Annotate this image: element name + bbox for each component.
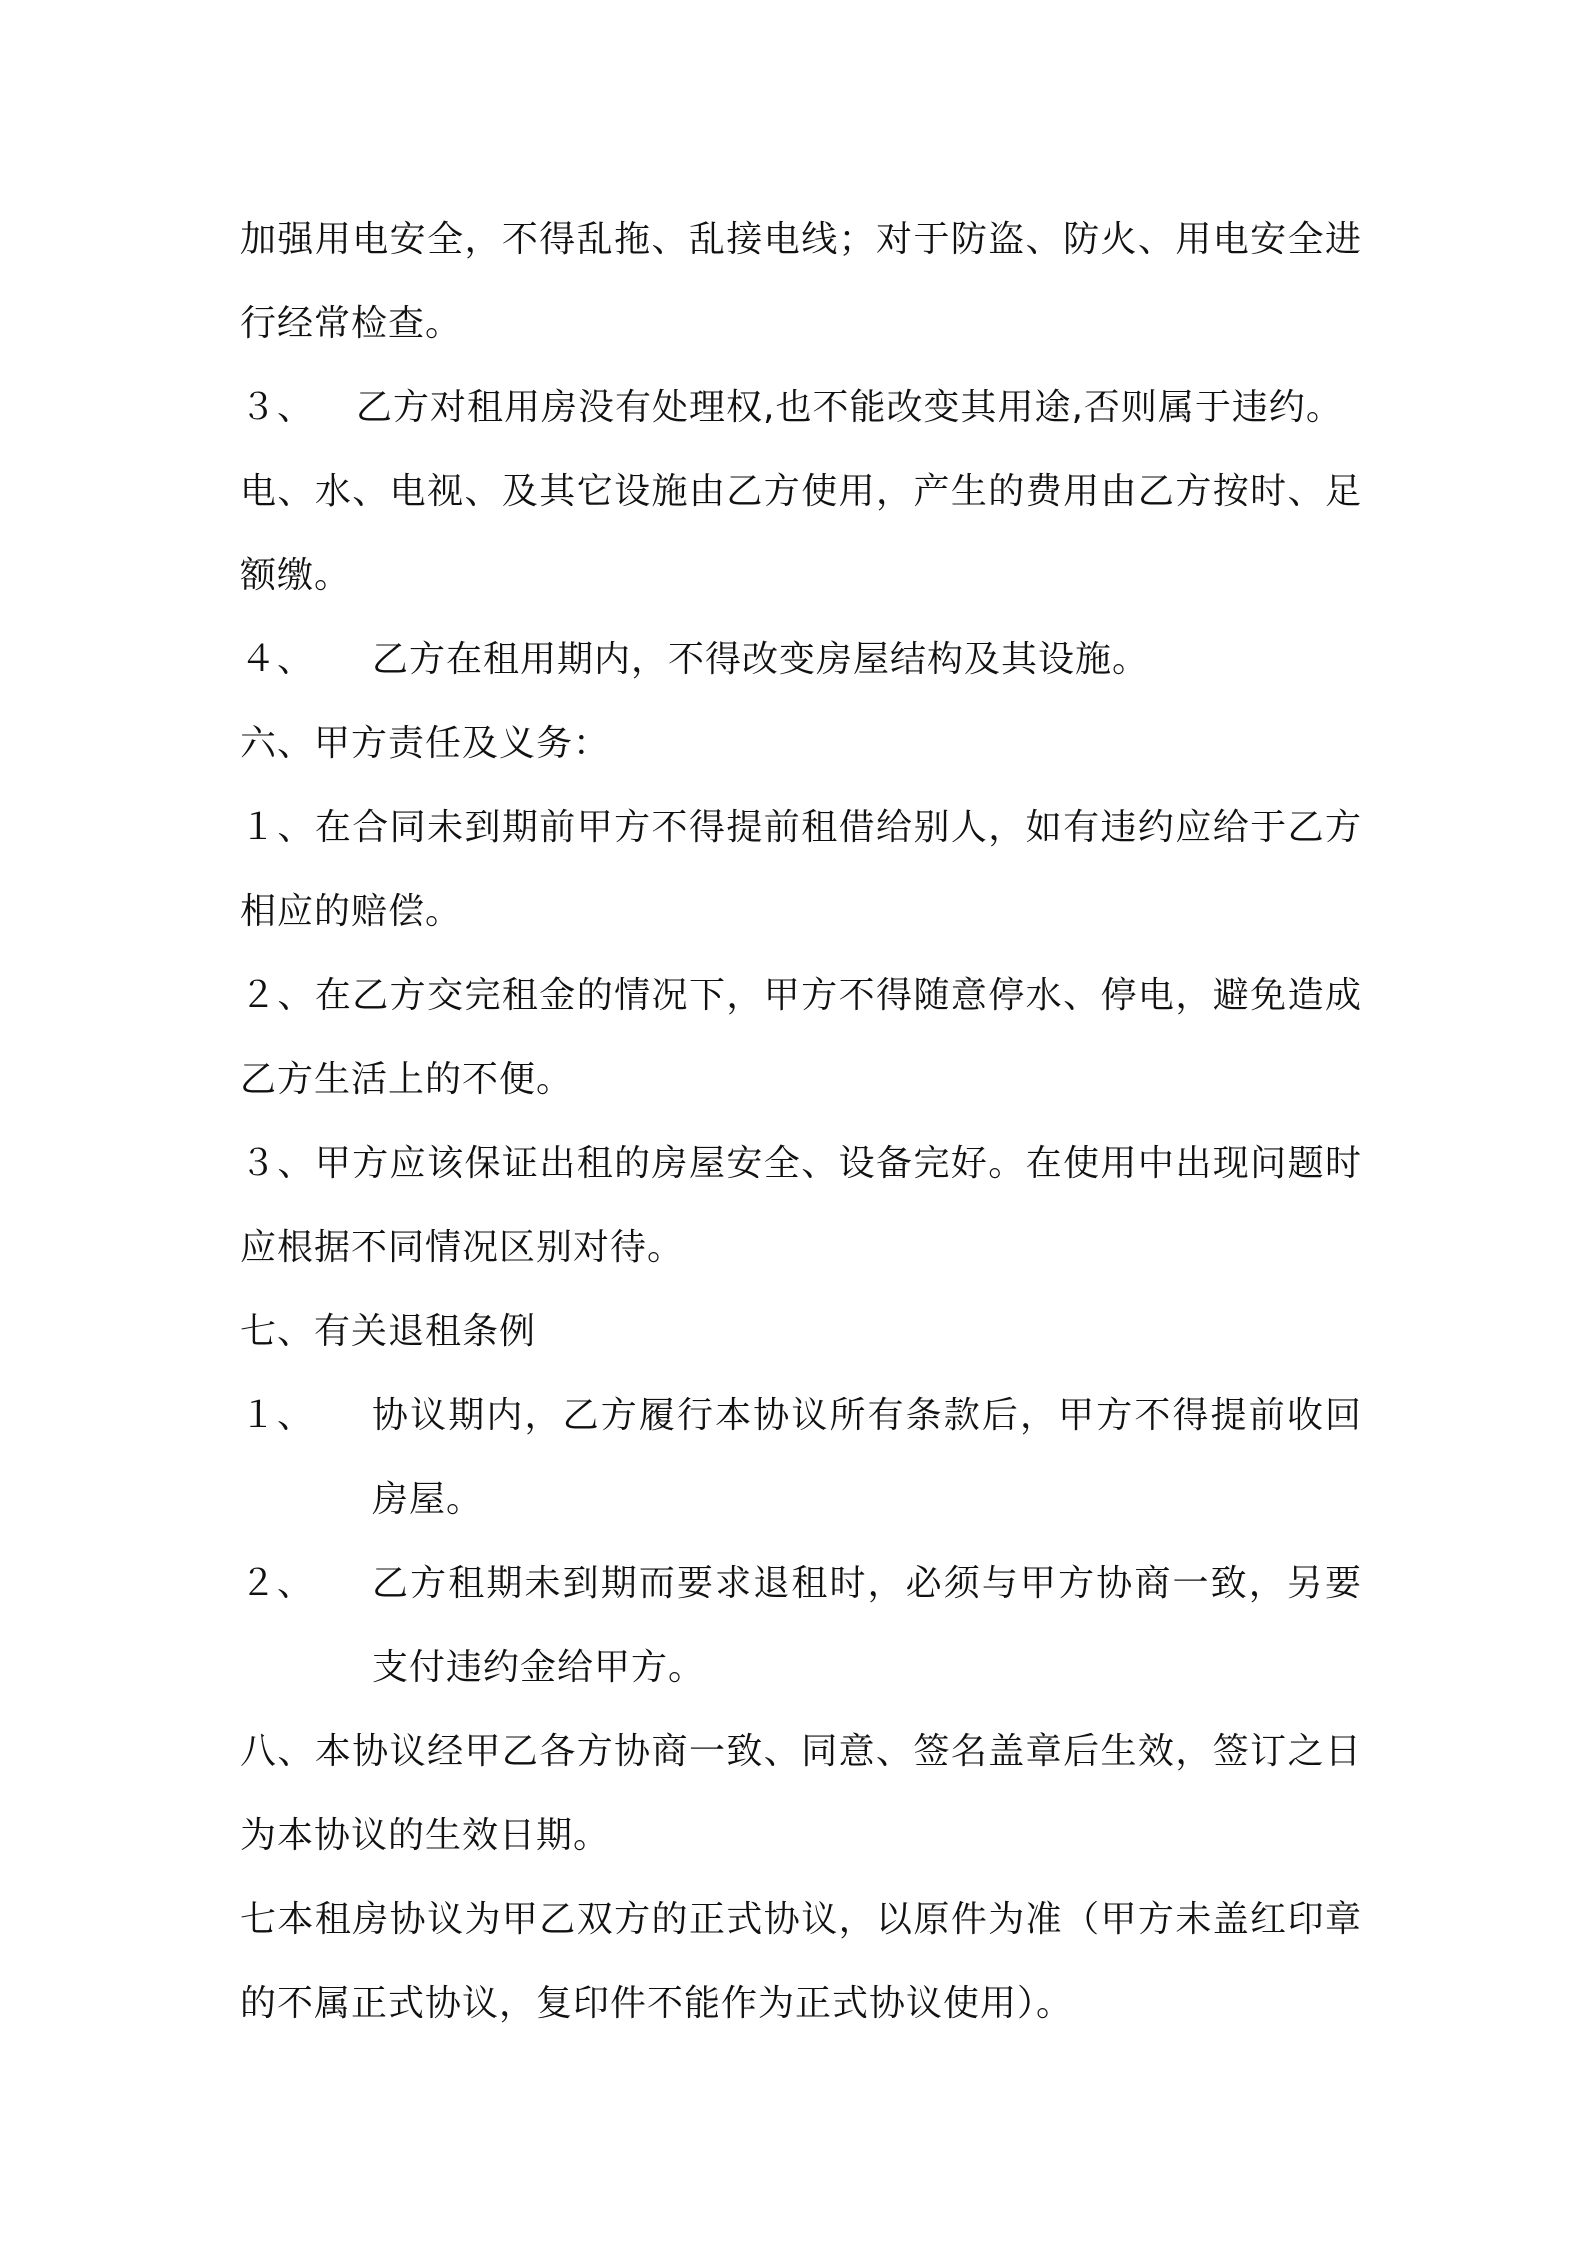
clause-4-structure bbox=[240, 618, 1362, 702]
section-effective-date: 八、本协议经甲乙各方协商一致、同意、签名盖章后生效，签订之日为本协议的生效日期。 bbox=[240, 1731, 1362, 1856]
paragraph-formal-agreement: 七本租房协议为甲乙双方的正式协议，以原件为准（甲方未盖红印章的不属正式协议，复印件不能作为正式协议使用）。 bbox=[240, 1899, 1362, 2024]
clause-number: ３、 bbox=[240, 387, 315, 428]
clause-text: 协议期内，乙方履行本协议所有条款后，甲方不得提前收回房屋。 bbox=[372, 1395, 1362, 1520]
document-body bbox=[240, 198, 1362, 2046]
clause-number: ２、 bbox=[240, 1563, 315, 1604]
termination-clause-2 bbox=[240, 1542, 1362, 1710]
party-a-clause-3: ３、甲方应该保证出租的房屋安全、设备完好。在使用中出现问题时应根据不同情况区别对待。 bbox=[240, 1143, 1362, 1268]
clause-text: 乙方在租用期内，不得改变房屋结构及其设施。 bbox=[372, 639, 1150, 680]
paragraph-electric-safety: 加强用电安全，不得乱拖、乱接电线；对于防盗、防火、用电安全进行经常检查。 bbox=[240, 219, 1362, 344]
party-a-clause-2: ２、在乙方交完租金的情况下，甲方不得随意停水、停电，避免造成乙方生活上的不便。 bbox=[240, 975, 1362, 1100]
section-heading-party-a-duties: 六、甲方责任及义务： bbox=[240, 723, 611, 764]
termination-clause-1 bbox=[240, 1374, 1362, 1542]
clause-number: １、 bbox=[240, 1395, 315, 1436]
clause-3-disposal-right bbox=[240, 366, 1362, 450]
clause-text: 乙方租期未到期而要求退租时，必须与甲方协商一致，另要支付违约金给甲方。 bbox=[372, 1563, 1362, 1688]
section-heading-termination: 七、有关退租条例 bbox=[240, 1311, 537, 1352]
clause-number: ４、 bbox=[240, 639, 315, 680]
paragraph-utilities: 电、水、电视、及其它设施由乙方使用，产生的费用由乙方按时、足额缴。 bbox=[240, 471, 1362, 596]
clause-text: 乙方对租用房没有处理权,也不能改变其用途,否则属于违约。 bbox=[356, 387, 1343, 428]
party-a-clause-1: １、在合同未到期前甲方不得提前租借给别人，如有违约应给于乙方相应的赔偿。 bbox=[240, 807, 1362, 932]
